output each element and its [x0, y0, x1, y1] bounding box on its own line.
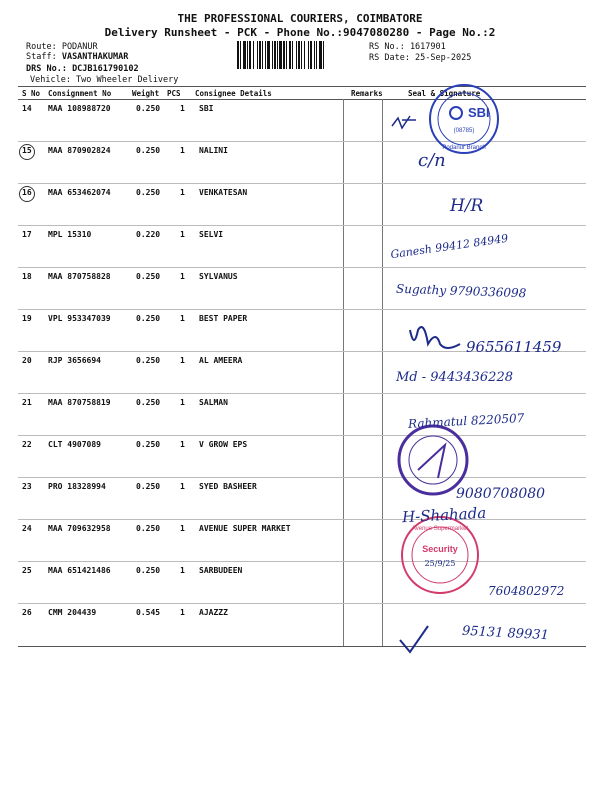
row-weight: 0.250	[136, 440, 161, 449]
row-weight: 0.250	[136, 566, 161, 575]
row-sno: 22	[22, 440, 32, 449]
sbi-stamp	[430, 85, 498, 153]
row-consignment: MAA 870758819	[48, 398, 111, 407]
handwriting-row21: Rahmatul 8220507	[407, 410, 525, 432]
row-sno: 19	[22, 314, 32, 323]
col-sno-header: S No	[22, 89, 41, 98]
handwriting-row19: 9655611459	[466, 338, 562, 356]
drs-line: DRS No.: DCJB161790102	[26, 64, 139, 74]
row-pcs: 1	[180, 608, 185, 617]
row-weight: 0.250	[136, 524, 161, 533]
row-consignee: SYLVANUS	[199, 272, 238, 281]
row-consignment: PRO 18328994	[48, 482, 106, 491]
row-pcs: 1	[180, 314, 185, 323]
row-consignee: AJAZZZ	[199, 608, 228, 617]
row-pcs: 1	[180, 104, 185, 113]
row-sno: 20	[22, 356, 32, 365]
row-sno: 17	[22, 230, 32, 239]
row-consignment: MAA 870902824	[48, 146, 111, 155]
row-sno: 23	[22, 482, 32, 491]
row-pcs: 1	[180, 482, 185, 491]
row-pcs: 1	[180, 146, 185, 155]
row-pcs: 1	[180, 272, 185, 281]
row-sno: 21	[22, 398, 32, 407]
round-stamp-row22	[399, 426, 467, 494]
handwriting-row23-name: H-Shahada	[401, 503, 487, 527]
row-consignee: VENKATESAN	[199, 188, 248, 197]
staff-name: VASANTHAKUMAR	[61, 52, 129, 62]
handwriting-row23: 9080708080	[456, 486, 546, 502]
row-weight: 0.250	[136, 356, 161, 365]
row-consignment: MAA 653462074	[48, 188, 111, 197]
row-weight: 0.250	[136, 188, 161, 197]
col-remarks-header: Remarks	[351, 89, 383, 98]
row-sno: 18	[22, 272, 32, 281]
row-weight: 0.250	[136, 398, 161, 407]
row-pcs: 1	[180, 524, 185, 533]
row-consignment: MAA 108988720	[48, 104, 111, 113]
row-weight: 0.545	[136, 608, 161, 617]
row-weight: 0.250	[136, 314, 161, 323]
row-consignee: NALINI	[199, 146, 228, 155]
row-consignment: MAA 870758828	[48, 272, 111, 281]
row-pcs: 1	[180, 356, 185, 365]
row-consignment: MAA 651421486	[48, 566, 111, 575]
row-consignment: MPL 15310	[48, 230, 92, 239]
col-weight-header: Weight	[132, 89, 160, 98]
runsheet-subtitle: Delivery Runsheet - PCK - Phone No.:9047080280 - Page No.:2	[104, 26, 496, 39]
row-consignment: CLT 4907089	[48, 440, 101, 449]
row-sno: 14	[22, 104, 32, 113]
row-consignee: SELVI	[199, 230, 224, 239]
row-sno: 25	[22, 566, 32, 575]
handwriting-row15: c/n	[418, 150, 446, 171]
signature-row19	[410, 327, 460, 348]
col-consignment-header: Consignment No	[48, 89, 112, 98]
avenue-stamp-date: 25/9/25	[424, 559, 456, 568]
row-consignment: RJP 3656694	[48, 356, 101, 365]
row-pcs: 1	[180, 566, 185, 575]
row-consignee: SBI	[199, 104, 214, 113]
sbi-stamp-branch: Podanur Branch	[442, 145, 486, 151]
signature-row14	[392, 116, 416, 128]
row-consignee: AVENUE SUPER MARKET	[199, 524, 291, 533]
handwriting-row20: Md - 9443436228	[396, 370, 513, 385]
row-pcs: 1	[180, 188, 185, 197]
row-sno: 24	[22, 524, 32, 533]
col-consignee-header: Consignee Details	[195, 89, 272, 98]
row-consignee: SALMAN	[199, 398, 228, 407]
row-pcs: 1	[180, 398, 185, 407]
row-weight: 0.250	[136, 482, 161, 491]
handwriting-row16: H/R	[450, 196, 484, 216]
row-consignee: AL AMEERA	[199, 356, 243, 365]
drs-number: DCJB161790102	[72, 64, 139, 74]
row-sno: 16	[22, 188, 32, 197]
row-consignee: SYED BASHEER	[199, 482, 257, 491]
route-label: Route: PODANUR	[26, 42, 98, 52]
row-consignee: BEST PAPER	[199, 314, 248, 323]
avenue-stamp-name: Avenue Supermarket	[411, 526, 469, 532]
sbi-stamp-code: (08785)	[453, 128, 475, 134]
sbi-stamp-name: SBI	[468, 105, 490, 120]
row-pcs: 1	[180, 440, 185, 449]
company-title: THE PROFESSIONAL COURIERS, COIMBATORE	[177, 12, 423, 25]
handwriting-row25: 7604802972	[488, 584, 565, 598]
row-pcs: 1	[180, 230, 185, 239]
row-consignment: VPL 953347039	[48, 314, 111, 323]
row-sno: 15	[22, 146, 32, 155]
handwriting-row26: 95131 89931	[461, 623, 550, 644]
avenue-stamp	[402, 517, 478, 593]
row-weight: 0.250	[136, 272, 161, 281]
row-weight: 0.250	[136, 104, 161, 113]
row-weight: 0.220	[136, 230, 161, 239]
rs-number: RS No.: 1617901	[369, 42, 446, 52]
row-consignee: SARBUDEEN	[199, 566, 243, 575]
rs-date: RS Date: 25-Sep-2025	[369, 53, 472, 63]
handwriting-row17: Ganesh 99412 84949	[389, 231, 509, 262]
col-seal-header: Seal & Signature	[408, 89, 481, 98]
handwriting-row18: Sugathy 9790336098	[395, 281, 527, 301]
col-pcs-header: PCS	[167, 89, 181, 98]
avenue-stamp-security: Security	[422, 544, 458, 554]
row-sno: 26	[22, 608, 32, 617]
signature-row26	[400, 626, 428, 652]
row-consignment: MAA 709632958	[48, 524, 111, 533]
row-weight: 0.250	[136, 146, 161, 155]
vehicle-label: Vehicle: Two Wheeler Delivery	[30, 75, 179, 85]
staff-line: Staff: VASANTHAKUMAR	[26, 52, 129, 62]
row-consignment: CMM 204439	[48, 608, 97, 617]
row-consignee: V GROW EPS	[199, 440, 248, 449]
